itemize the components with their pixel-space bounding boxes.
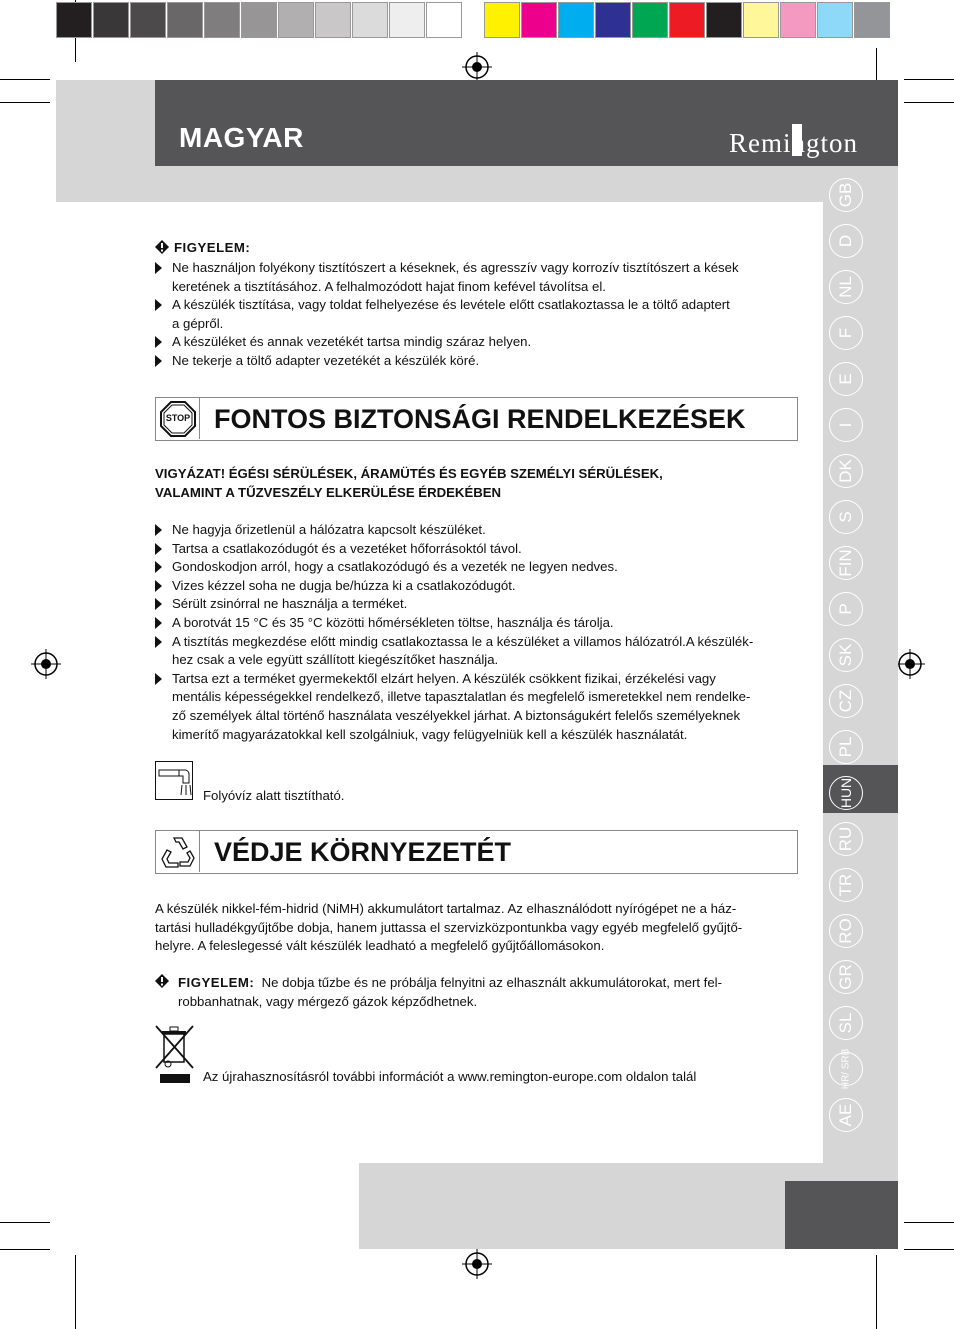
list-item-text: Ne hagyja őrizetlenül a hálózatra kapcsolt készüléket. (172, 522, 486, 537)
bullet-arrow-icon (155, 636, 162, 648)
language-tab-e[interactable] (829, 362, 863, 396)
language-tab-label: E (836, 373, 855, 385)
language-tab-sk[interactable] (829, 638, 863, 672)
language-tab-label: RU (836, 826, 855, 852)
bullet-arrow-icon (155, 355, 162, 367)
color-swatch (521, 2, 557, 38)
language-tab-ru[interactable] (829, 822, 863, 856)
language-tab-d[interactable] (829, 224, 863, 258)
color-swatch (558, 2, 594, 38)
bullet-arrow-icon (155, 580, 162, 592)
bullet-arrow-icon (155, 336, 162, 348)
color-swatch (315, 2, 351, 38)
list-item-text: A készülék tisztítása, vagy toldat felhelyezése és levétele előtt csatlakoztassa le a töltő adaptert (172, 297, 730, 313)
washable-text: Folyóvíz alatt tisztítható. (203, 788, 345, 803)
safety-section-header (155, 397, 798, 441)
page-margin-panel (56, 80, 156, 202)
bullet-arrow-icon (155, 598, 162, 610)
language-tab-label: RO (836, 918, 855, 944)
language-tab-nl[interactable] (829, 270, 863, 304)
battery-warning-text: robbanhatnak, vagy mérgező gázok képződhetnek. (178, 994, 478, 1009)
environment-section-header (155, 830, 798, 874)
list-item-text: Vizes kézzel soha ne dugja be/húzza ki a csatlakozódugót. (172, 577, 516, 593)
language-tab-gr[interactable] (829, 960, 863, 994)
color-swatch (854, 2, 890, 38)
language-tab-label: SK (836, 643, 855, 667)
language-tab-label: GR (836, 964, 855, 990)
list-item-text: A tisztítás megkezdése előtt mindig csatlakoztassa le a készüléket a villamos hálózatról.A készülék- (172, 633, 754, 649)
language-tab-s[interactable] (829, 500, 863, 534)
language-tab-fin[interactable] (829, 546, 863, 580)
list-item-text: Sérült zsinórral ne használja a terméket. (172, 596, 408, 612)
paragraph-line: helyre. A feleslegessé vált készülék leadható a megfelelő gyűjtőállomásokon. (155, 938, 605, 954)
language-tab-label: NL (836, 276, 855, 298)
language-tab-label: DK (836, 459, 855, 483)
language-tab-tr[interactable] (829, 868, 863, 902)
paragraph-line: A készülék nikkel-fém-hidrid (NiMH) akkumulátort tartalmaz. Az elhasználódott nyírógépet ne a ház- (155, 901, 737, 916)
language-tab-i[interactable] (829, 408, 863, 442)
list-item-text: Tartsa a csatlakozódugót és a vezetéket hőforrásoktól távol. (172, 540, 522, 556)
color-swatch (595, 2, 631, 38)
language-tab-label: AE (836, 1103, 855, 1127)
page-margin-panel (155, 166, 823, 202)
language-tab-hrsrb[interactable] (829, 1048, 863, 1090)
list-item-text: Gondoskodjon arról, hogy a csatlakozódugó és a vezeték ne legyen nedves. (172, 559, 618, 575)
color-swatch (241, 2, 277, 38)
language-tab-label: GB (836, 182, 855, 208)
language-tab-cz[interactable] (829, 684, 863, 718)
warning-diamond-icon (155, 974, 169, 988)
crop-mark (876, 48, 877, 84)
registration-mark-icon (31, 649, 61, 679)
list-item-text: ző személyek által történő használata veszélyekkel járhat. A biztonságukért felelős személyeknek (172, 708, 741, 723)
list-item-text: keretének a tisztításához. A felhalmozódott hajat finom kefével távolítsa el. (172, 278, 606, 294)
language-tab-label: FIN (836, 549, 855, 577)
color-swatch (706, 2, 742, 38)
language-tab-label: S (836, 511, 855, 523)
language-tab-dk[interactable] (829, 454, 863, 488)
language-tab-label: P (836, 603, 855, 615)
page-title: MAGYAR (179, 122, 304, 153)
language-tab-sl[interactable] (829, 1006, 863, 1040)
language-tab-label: TR (836, 873, 855, 897)
language-tab-ro[interactable] (829, 914, 863, 948)
paragraph-line: tartási hulladékgyűjtőbe dobja, hanem juttassa el szervizközpontunkba vagy egyéb megfelelő gyűjtő- (155, 919, 743, 935)
bullet-arrow-icon (155, 524, 162, 536)
list-item-text: Ne használjon folyékony tisztítószert a késeknek, és agresszív vagy korrozív tisztítószert a kések (172, 260, 739, 275)
registration-mark-icon (462, 1249, 492, 1279)
list-item-text: Ne tekerje a töltő adapter vezetékét a készülék köré. (172, 353, 480, 368)
crop-mark (0, 79, 50, 80)
crossed-bin-icon (155, 1024, 195, 1086)
safety-title: FONTOS BIZTONSÁGI RENDELKEZÉSEK (214, 404, 746, 434)
language-tab-p[interactable] (829, 592, 863, 626)
language-tab-label: SL (836, 1012, 855, 1034)
color-swatch (817, 2, 853, 38)
language-tab-pl[interactable] (829, 730, 863, 764)
crop-mark (0, 1249, 50, 1250)
battery-warning-heading: FIGYELEM: (178, 975, 255, 990)
bullet-arrow-icon (155, 543, 162, 555)
crop-mark (876, 1255, 877, 1329)
language-tab-gb[interactable] (829, 178, 863, 212)
crop-mark (0, 102, 50, 103)
crop-mark (75, 1255, 76, 1329)
registration-mark-icon (895, 649, 925, 679)
recycle-info-text: Az újrahasznosításról további információt a www.remington-europe.com oldalon talál (203, 1069, 697, 1084)
warning-heading: FIGYELEM: (174, 240, 251, 255)
language-tab-label: CZ (836, 689, 855, 713)
list-item-text: kimerítő magyarázatokkal kell szolgálniuk, vagy felügyelniük kell a készülék használatát. (172, 726, 688, 742)
color-swatch (669, 2, 705, 38)
color-swatch (278, 2, 314, 38)
bullet-arrow-icon (155, 561, 162, 573)
color-swatch (130, 2, 166, 38)
crop-mark (0, 1222, 50, 1223)
language-tab-ae[interactable] (829, 1098, 863, 1132)
language-tab-label: HR/ SRB (840, 1048, 852, 1090)
color-swatch (780, 2, 816, 38)
page-number-block (785, 1181, 898, 1249)
registration-mark-icon (462, 52, 492, 82)
color-swatch (93, 2, 129, 38)
color-swatch (632, 2, 668, 38)
bullet-arrow-icon (155, 617, 162, 629)
language-tab-f[interactable] (829, 316, 863, 350)
language-tab-label: F (836, 327, 855, 339)
list-item-text: a gépről. (172, 315, 224, 331)
crop-mark (904, 1249, 954, 1250)
brand-logo: Remington (729, 128, 858, 158)
safety-subtitle: VALAMINT A TŰZVESZÉLY ELKERÜLÉSE ÉRDEKÉBEN (155, 485, 502, 500)
environment-title: VÉDJE KÖRNYEZETÉT (214, 837, 512, 867)
page-header (155, 80, 898, 166)
color-swatch (167, 2, 203, 38)
stop-sign-label: STOP (165, 413, 191, 423)
stop-icon-cell (156, 398, 200, 439)
list-item-text: Tartsa ezt a terméket gyermekektől elzárt helyen. A készülék csökkent fizikai, érzékelési vagy (172, 670, 716, 686)
color-swatch (204, 2, 240, 38)
language-tab-hun[interactable] (829, 776, 863, 810)
bullet-arrow-icon (155, 262, 162, 274)
color-swatch (743, 2, 779, 38)
color-swatch (484, 2, 520, 38)
language-tab-label: D (836, 234, 855, 248)
recycle-icon-cell (156, 831, 200, 872)
crop-mark (904, 1222, 954, 1223)
list-item-text: A készüléket és annak vezetékét tartsa mindig száraz helyen. (172, 334, 532, 350)
language-tab-label: I (836, 422, 855, 428)
list-item-text: A borotvát 15 °C és 35 °C közötti hőmérsékleten töltse, használja és tárolja. (172, 615, 614, 630)
crop-mark (904, 102, 954, 103)
recycle-icon (160, 834, 196, 870)
list-item-text: mentális képességekkel rendelkező, illetve tapasztalatlan és megfelelő ismeretekkel nem rendelke- (172, 689, 751, 705)
warning-diamond-icon (155, 240, 169, 254)
crop-mark (904, 79, 954, 80)
bullet-arrow-icon (155, 673, 162, 685)
safety-subtitle: VIGYÁZAT! ÉGÉSI SÉRÜLÉSEK, ÁRAMÜTÉS ÉS EGYÉB SZEMÉLYI SÉRÜLÉSEK, (155, 466, 663, 481)
list-item-text: hez csak a vele együtt szállított kiegészítőket használja. (172, 652, 499, 668)
color-swatch (56, 2, 92, 38)
language-tab-label: PL (836, 736, 855, 758)
language-tab-label: HUN (838, 777, 854, 809)
battery-warning (178, 974, 722, 993)
color-swatch (426, 2, 462, 38)
battery-warning-text: Ne dobja tűzbe és ne próbálja felnyitni az elhasznált akkumulátorokat, mert fel- (261, 975, 722, 990)
bullet-arrow-icon (155, 299, 162, 311)
color-swatch (389, 2, 425, 38)
running-water-icon (155, 761, 193, 801)
color-swatch (352, 2, 388, 38)
